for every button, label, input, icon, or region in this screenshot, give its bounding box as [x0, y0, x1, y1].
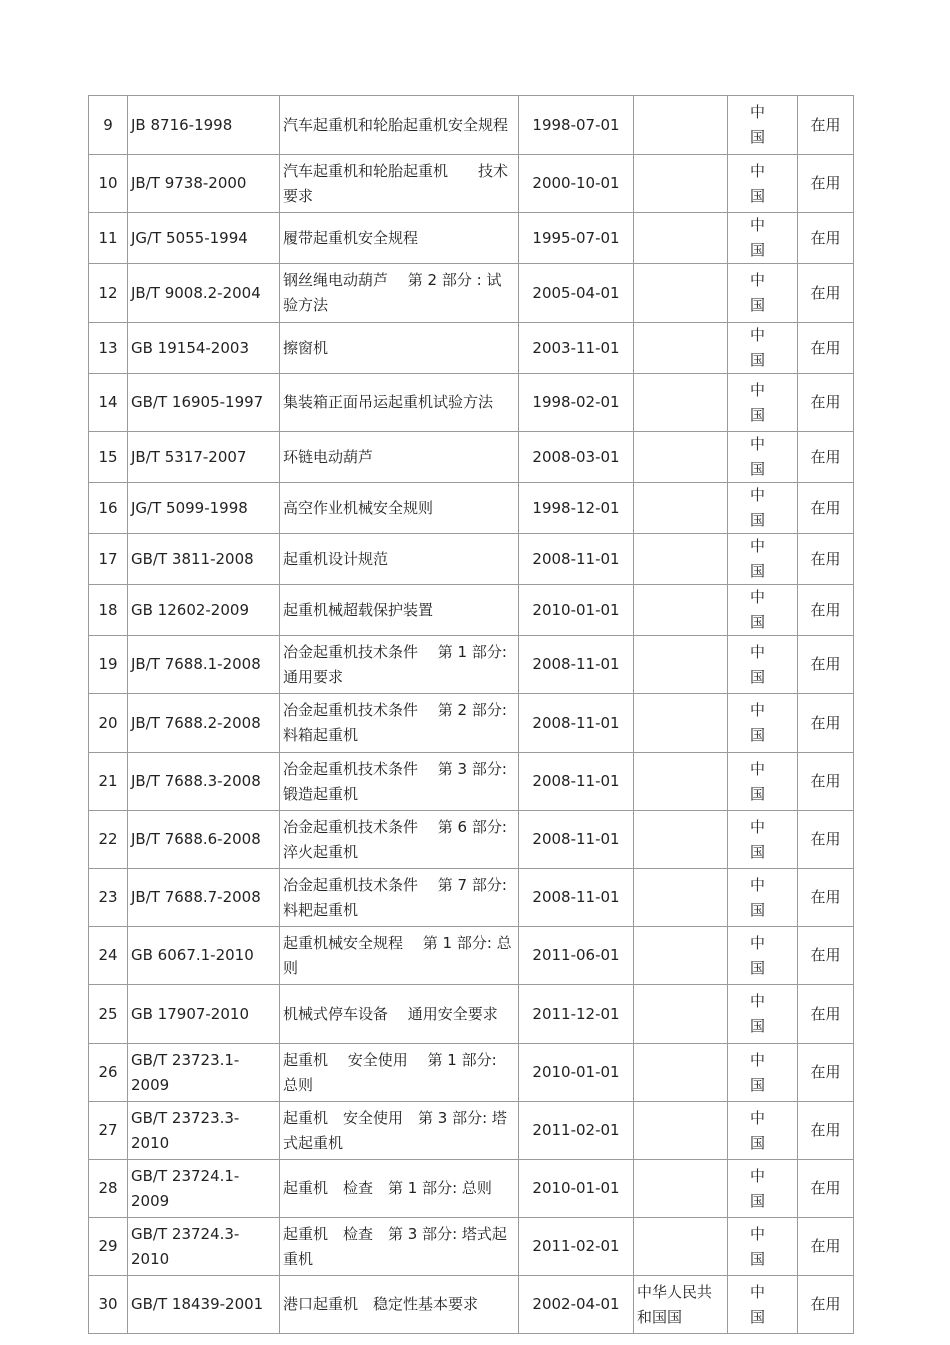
effective-date: 2011-02-01: [519, 1218, 634, 1276]
country: 中 国: [728, 483, 798, 534]
standard-code: GB/T 23724.3-2010: [128, 1218, 280, 1276]
table-row: [89, 927, 854, 985]
standard-name: 起重机 检查 第 1 部分: 总则: [280, 1160, 519, 1218]
standard-code: JB/T 7688.7-2008: [128, 869, 280, 927]
issuer: [634, 374, 728, 432]
row-number: 30: [89, 1276, 128, 1334]
country: 中 国: [728, 694, 798, 753]
standard-name: 汽车起重机和轮胎起重机安全规程: [280, 96, 519, 155]
standard-code: JB/T 9738-2000: [128, 155, 280, 213]
country: 中 国: [728, 927, 798, 985]
table-row: [89, 213, 854, 264]
country: 中 国: [728, 636, 798, 694]
row-number: 24: [89, 927, 128, 985]
standard-name: 履带起重机安全规程: [280, 213, 519, 264]
status: 在用: [798, 374, 854, 432]
standard-code: GB/T 16905-1997: [128, 374, 280, 432]
issuer: [634, 1044, 728, 1102]
row-number: 9: [89, 96, 128, 155]
country: 中 国: [728, 374, 798, 432]
table-row: [89, 811, 854, 869]
standard-name: 起重机 安全使用 第 3 部分: 塔式起重机: [280, 1102, 519, 1160]
table-row: [89, 985, 854, 1044]
table-row: [89, 432, 854, 483]
status: 在用: [798, 869, 854, 927]
row-number: 26: [89, 1044, 128, 1102]
row-number: 28: [89, 1160, 128, 1218]
row-number: 25: [89, 985, 128, 1044]
table-row: [89, 534, 854, 585]
effective-date: 1998-02-01: [519, 374, 634, 432]
country: 中 国: [728, 985, 798, 1044]
issuer: [634, 585, 728, 636]
row-number: 29: [89, 1218, 128, 1276]
standard-name: 起重机械超载保护装置: [280, 585, 519, 636]
standard-name: 冶金起重机技术条件 第 3 部分: 锻造起重机: [280, 753, 519, 811]
country: 中 国: [728, 1276, 798, 1334]
effective-date: 2008-03-01: [519, 432, 634, 483]
issuer: [634, 869, 728, 927]
standard-name: 起重机 安全使用 第 1 部分: 总则: [280, 1044, 519, 1102]
effective-date: 2011-12-01: [519, 985, 634, 1044]
country: 中 国: [728, 534, 798, 585]
standard-name: 冶金起重机技术条件 第 6 部分: 淬火起重机: [280, 811, 519, 869]
standard-code: JB/T 7688.6-2008: [128, 811, 280, 869]
issuer: [634, 483, 728, 534]
standard-code: JB 8716-1998: [128, 96, 280, 155]
row-number: 22: [89, 811, 128, 869]
status: 在用: [798, 1160, 854, 1218]
effective-date: 2010-01-01: [519, 585, 634, 636]
table-row: [89, 1102, 854, 1160]
country: 中 国: [728, 155, 798, 213]
standard-code: GB 6067.1-2010: [128, 927, 280, 985]
table-row: [89, 155, 854, 213]
issuer: [634, 927, 728, 985]
country: 中 国: [728, 1102, 798, 1160]
standard-name: 冶金起重机技术条件 第 1 部分: 通用要求: [280, 636, 519, 694]
table-row: [89, 483, 854, 534]
table-row: [89, 585, 854, 636]
row-number: 14: [89, 374, 128, 432]
issuer: [634, 96, 728, 155]
standard-code: GB 17907-2010: [128, 985, 280, 1044]
standard-code: GB 12602-2009: [128, 585, 280, 636]
issuer: [634, 811, 728, 869]
standard-code: JB/T 7688.1-2008: [128, 636, 280, 694]
issuer: [634, 432, 728, 483]
status: 在用: [798, 323, 854, 374]
standard-name: 起重机设计规范: [280, 534, 519, 585]
standard-name: 起重机 检查 第 3 部分: 塔式起重机: [280, 1218, 519, 1276]
effective-date: 2011-02-01: [519, 1102, 634, 1160]
issuer: [634, 1218, 728, 1276]
country: 中 国: [728, 1218, 798, 1276]
effective-date: 2008-11-01: [519, 753, 634, 811]
status: 在用: [798, 985, 854, 1044]
row-number: 21: [89, 753, 128, 811]
issuer: [634, 534, 728, 585]
effective-date: 2008-11-01: [519, 811, 634, 869]
status: 在用: [798, 1102, 854, 1160]
status: 在用: [798, 636, 854, 694]
row-number: 10: [89, 155, 128, 213]
status: 在用: [798, 585, 854, 636]
country: 中 国: [728, 96, 798, 155]
effective-date: 2003-11-01: [519, 323, 634, 374]
country: 中 国: [728, 585, 798, 636]
status: 在用: [798, 432, 854, 483]
table-row: [89, 1218, 854, 1276]
row-number: 17: [89, 534, 128, 585]
standard-code: GB/T 23724.1-2009: [128, 1160, 280, 1218]
standard-code: JG/T 5099-1998: [128, 483, 280, 534]
standard-name: 擦窗机: [280, 323, 519, 374]
standard-code: GB/T 18439-2001: [128, 1276, 280, 1334]
row-number: 18: [89, 585, 128, 636]
issuer: [634, 1102, 728, 1160]
row-number: 11: [89, 213, 128, 264]
status: 在用: [798, 483, 854, 534]
country: 中 国: [728, 432, 798, 483]
status: 在用: [798, 534, 854, 585]
table-row: [89, 1044, 854, 1102]
effective-date: 2002-04-01: [519, 1276, 634, 1334]
status: 在用: [798, 155, 854, 213]
table-row: [89, 323, 854, 374]
country: 中 国: [728, 323, 798, 374]
table-row: [89, 1276, 854, 1334]
issuer: [634, 694, 728, 753]
row-number: 13: [89, 323, 128, 374]
row-number: 19: [89, 636, 128, 694]
country: 中 国: [728, 1160, 798, 1218]
effective-date: 1998-12-01: [519, 483, 634, 534]
country: 中 国: [728, 811, 798, 869]
row-number: 12: [89, 264, 128, 323]
issuer: [634, 985, 728, 1044]
effective-date: 2005-04-01: [519, 264, 634, 323]
effective-date: 2010-01-01: [519, 1160, 634, 1218]
standard-code: GB 19154-2003: [128, 323, 280, 374]
status: 在用: [798, 264, 854, 323]
issuer: [634, 264, 728, 323]
status: 在用: [798, 927, 854, 985]
status: 在用: [798, 811, 854, 869]
status: 在用: [798, 1276, 854, 1334]
standard-code: JB/T 5317-2007: [128, 432, 280, 483]
country: 中 国: [728, 869, 798, 927]
table-row: [89, 264, 854, 323]
effective-date: 2008-11-01: [519, 636, 634, 694]
issuer: [634, 155, 728, 213]
country: 中 国: [728, 213, 798, 264]
row-number: 15: [89, 432, 128, 483]
status: 在用: [798, 213, 854, 264]
issuer: [634, 1160, 728, 1218]
table-row: [89, 694, 854, 753]
standard-code: JB/T 7688.2-2008: [128, 694, 280, 753]
standard-name: 港口起重机 稳定性基本要求: [280, 1276, 519, 1334]
issuer: [634, 753, 728, 811]
country: 中 国: [728, 1044, 798, 1102]
standard-code: JB/T 7688.3-2008: [128, 753, 280, 811]
standard-name: 高空作业机械安全规则: [280, 483, 519, 534]
effective-date: 2011-06-01: [519, 927, 634, 985]
issuer: 中华人民共和国国: [634, 1276, 728, 1334]
issuer: [634, 323, 728, 374]
standard-code: GB/T 23723.1-2009: [128, 1044, 280, 1102]
standard-name: 冶金起重机技术条件 第 2 部分: 料箱起重机: [280, 694, 519, 753]
standard-name: 起重机械安全规程 第 1 部分: 总则: [280, 927, 519, 985]
standard-name: 机械式停车设备 通用安全要求: [280, 985, 519, 1044]
standard-name: 环链电动葫芦: [280, 432, 519, 483]
effective-date: 2008-11-01: [519, 694, 634, 753]
effective-date: 2010-01-01: [519, 1044, 634, 1102]
table-row: [89, 869, 854, 927]
row-number: 27: [89, 1102, 128, 1160]
standard-name: 钢丝绳电动葫芦 第 2 部分 : 试验方法: [280, 264, 519, 323]
effective-date: 1995-07-01: [519, 213, 634, 264]
row-number: 23: [89, 869, 128, 927]
standard-name: 冶金起重机技术条件 第 7 部分: 料耙起重机: [280, 869, 519, 927]
issuer: [634, 636, 728, 694]
status: 在用: [798, 694, 854, 753]
table-row: [89, 636, 854, 694]
row-number: 16: [89, 483, 128, 534]
status: 在用: [798, 1218, 854, 1276]
standard-code: GB/T 3811-2008: [128, 534, 280, 585]
status: 在用: [798, 96, 854, 155]
table-row: [89, 96, 854, 155]
country: 中 国: [728, 753, 798, 811]
standard-name: 汽车起重机和轮胎起重机 技术要求: [280, 155, 519, 213]
standard-code: JG/T 5055-1994: [128, 213, 280, 264]
effective-date: 2008-11-01: [519, 534, 634, 585]
status: 在用: [798, 753, 854, 811]
standard-name: 集装箱正面吊运起重机试验方法: [280, 374, 519, 432]
issuer: [634, 213, 728, 264]
table-row: [89, 1160, 854, 1218]
effective-date: 2000-10-01: [519, 155, 634, 213]
standard-code: GB/T 23723.3-2010: [128, 1102, 280, 1160]
row-number: 20: [89, 694, 128, 753]
standard-code: JB/T 9008.2-2004: [128, 264, 280, 323]
status: 在用: [798, 1044, 854, 1102]
effective-date: 1998-07-01: [519, 96, 634, 155]
standards-table: [88, 95, 854, 1334]
effective-date: 2008-11-01: [519, 869, 634, 927]
country: 中 国: [728, 264, 798, 323]
table-row: [89, 753, 854, 811]
table-row: [89, 374, 854, 432]
